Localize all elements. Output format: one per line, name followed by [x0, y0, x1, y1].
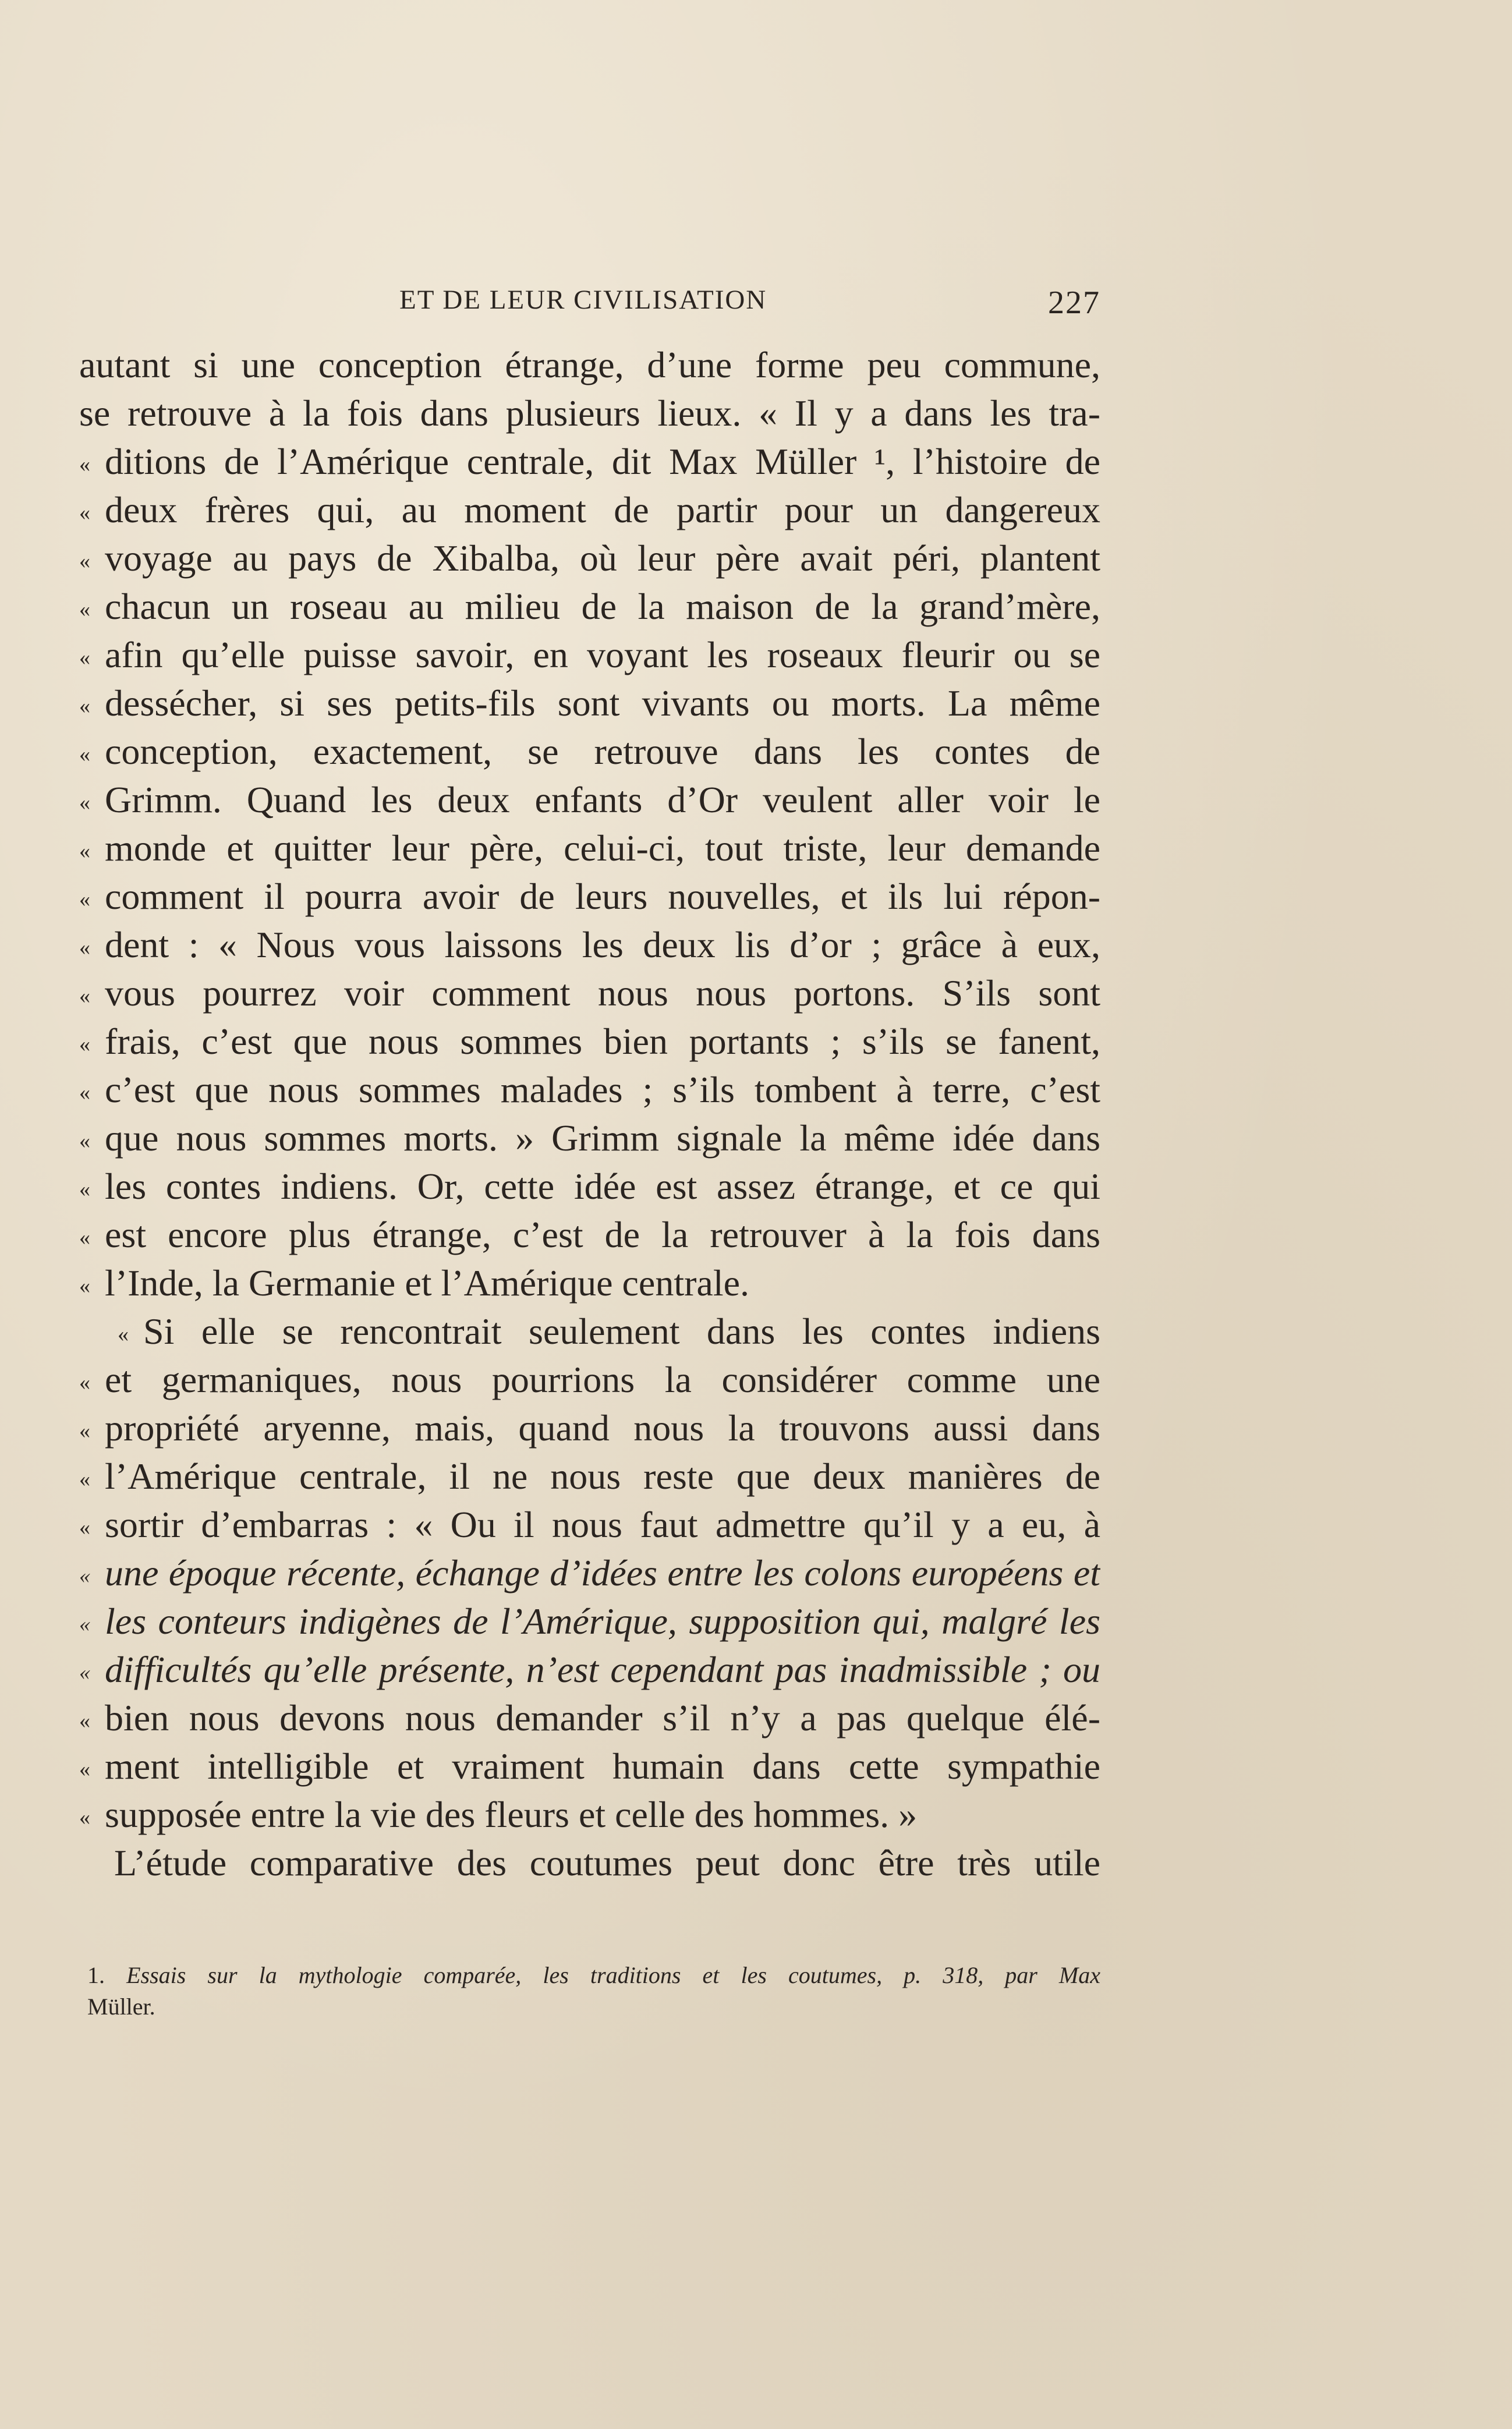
footnote-line: 1. Essais sur la mythologie comparée, les traditions et les coutumes, p. 318, par Max — [87, 1962, 1100, 1988]
text-line: « sortir d’embarras : « Ou il nous faut admettre qu’il y a eu, à — [79, 1500, 1100, 1549]
quote-mark: « — [79, 646, 90, 670]
quote-mark: « — [79, 452, 90, 477]
text-line: « les conteurs indigènes de l’Amérique, supposition qui, malgré les — [79, 1597, 1100, 1645]
text-line: « c’est que nous sommes malades ; s’ils tombent à terre, c’est — [79, 1065, 1100, 1114]
text-line: « voyage au pays de Xibalba, où leur père avait péri, plantent — [79, 534, 1100, 582]
text-line: « propriété aryenne, mais, quand nous la trouvons aussi dans — [79, 1404, 1100, 1452]
quote-mark: « — [79, 501, 90, 525]
quote-mark: « — [79, 1660, 90, 1685]
quote-mark: « — [79, 1226, 90, 1250]
text-line: « deux frères qui, au moment de partir pour un dangereux — [79, 486, 1100, 534]
page-number: 227 — [1048, 285, 1100, 321]
text-line: « afin qu’elle puisse savoir, en voyant les roseaux fleurir ou se — [79, 631, 1100, 679]
text-line: « est encore plus étrange, c’est de la retrouver à la fois dans — [79, 1210, 1100, 1259]
text-line: « que nous sommes morts. » Grimm signale la même idée dans — [79, 1114, 1100, 1162]
body-text — [79, 341, 1100, 1887]
text-line: « difficultés qu’elle présente, n’est cependant pas inadmissible ; ou — [79, 1645, 1100, 1694]
quote-mark: « — [79, 1419, 90, 1443]
quote-mark: « — [79, 936, 90, 960]
quote-mark: « — [79, 839, 90, 863]
quote-mark: « — [79, 1129, 90, 1153]
text-line: L’étude comparative des coutumes peut donc être très utile — [114, 1842, 1100, 1883]
text-line: « l’Inde, la Germanie et l’Amérique centrale. — [79, 1259, 1100, 1307]
text-line: « une époque récente, échange d’idées entre les colons européens et — [79, 1549, 1100, 1597]
quote-mark: « — [118, 1322, 129, 1347]
footnote-line: Müller. — [87, 1994, 155, 2020]
quote-mark: « — [79, 887, 90, 912]
text-line: « les contes indiens. Or, cette idée est assez étrange, et ce qui — [79, 1162, 1100, 1210]
quote-mark: « — [79, 1805, 90, 1830]
text-line: « l’Amérique centrale, il ne nous reste que deux manières de — [79, 1452, 1100, 1500]
quote-mark: « — [79, 1177, 90, 1202]
running-head: ET DE LEUR CIVILISATION — [399, 285, 767, 315]
text-line: autant si une conception étrange, d’une forme peu commune, — [79, 344, 1100, 385]
quote-mark: « — [79, 549, 90, 573]
text-line: « conception, exactement, se retrouve dans les contes de — [79, 727, 1100, 776]
text-line: « Si elle se rencontrait seulement dans les contes indiens — [79, 1307, 1100, 1355]
text-line: « dent : « Nous vous laissons les deux lis d’or ; grâce à eux, — [79, 920, 1100, 969]
text-line: « monde et quitter leur père, celui-ci, tout triste, leur demande — [79, 824, 1100, 872]
text-line: « frais, c’est que nous sommes bien portants ; s’ils se fanent, — [79, 1017, 1100, 1065]
text-line: « comment il pourra avoir de leurs nouvelles, et ils lui répon- — [79, 872, 1100, 920]
text-line: se retrouve à la fois dans plusieurs lieux. « Il y a dans les tra- — [79, 392, 1100, 434]
footnote — [87, 1960, 1100, 2023]
quote-mark: « — [79, 1612, 90, 1637]
quote-mark: « — [79, 694, 90, 718]
text-line: « chacun un roseau au milieu de la maison de la grand’mère, — [79, 582, 1100, 631]
footnote-number: 1. — [87, 1962, 105, 1988]
quote-mark: « — [79, 1371, 90, 1395]
text-line: « ditions de l’Amérique centrale, dit Max Müller ¹, l’histoire de — [79, 437, 1100, 486]
quote-mark: « — [79, 791, 90, 815]
quote-mark: « — [79, 1564, 90, 1588]
text-line: « bien nous devons nous demander s’il n’y a pas quelque élé- — [79, 1694, 1100, 1742]
text-line: « ment intelligible et vraiment humain dans cette sympathie — [79, 1742, 1100, 1790]
quote-mark: « — [79, 1467, 90, 1492]
quote-mark: « — [79, 1709, 90, 1733]
quote-mark: « — [79, 1081, 90, 1105]
quote-mark: « — [79, 742, 90, 767]
quote-mark: « — [79, 1757, 90, 1782]
quote-mark: « — [79, 984, 90, 1008]
quote-mark: « — [79, 1516, 90, 1540]
quote-mark: « — [79, 1032, 90, 1057]
text-line: « dessécher, si ses petits-fils sont vivants ou morts. La même — [79, 679, 1100, 727]
quote-mark: « — [79, 1274, 90, 1298]
text-line: « et germaniques, nous pourrions la considérer comme une — [79, 1355, 1100, 1404]
text-line: « vous pourrez voir comment nous nous portons. S’ils sont — [79, 969, 1100, 1017]
quote-mark: « — [79, 597, 90, 622]
text-line: « supposée entre la vie des fleurs et celle des hommes. » — [79, 1790, 1100, 1839]
text-line: « Grimm. Quand les deux enfants d’Or veulent aller voir le — [79, 776, 1100, 824]
